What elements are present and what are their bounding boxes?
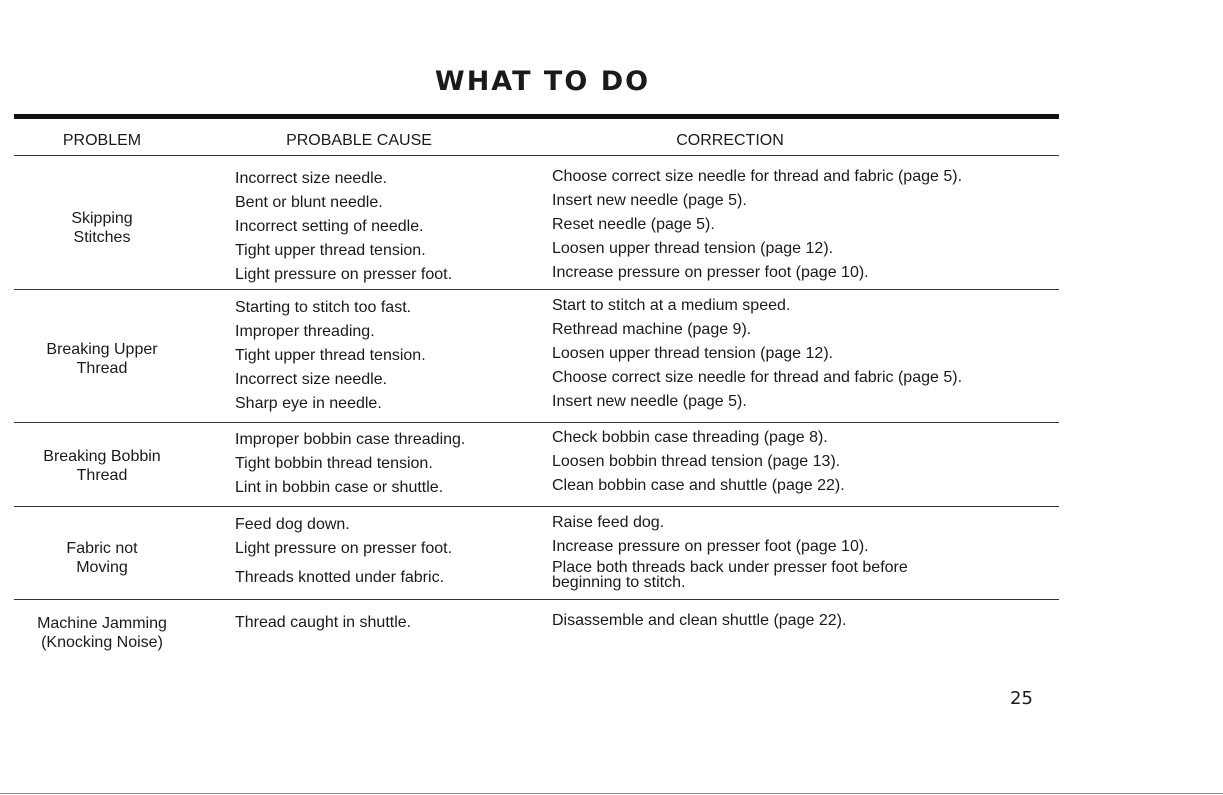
correction-item: Loosen bobbin thread tension (page 13). [552,453,841,470]
row-divider [14,599,1059,600]
cause-item: Improper threading. [235,323,375,340]
problem-cell [14,539,190,577]
correction-item: Choose correct size needle for thread and fabric (page 5). [552,369,963,386]
correction-item: Check bobbin case threading (page 8). [552,429,828,446]
correction-item: Clean bobbin case and shuttle (page 22). [552,477,845,494]
cause-item: Tight upper thread tension. [235,347,426,364]
cause-item: Starting to stitch too fast. [235,299,412,316]
problem-line: (Knocking Noise) [41,634,163,651]
correction-item: Increase pressure on presser foot (page 10). [552,538,869,555]
cause-item: Improper bobbin case threading. [235,431,466,448]
cause-item: Incorrect setting of needle. [235,218,424,235]
problem-line: Thread [76,467,128,484]
cause-item: Sharp eye in needle. [235,395,382,412]
page-number: 25 [1010,688,1033,709]
column-header-problem: PROBLEM [62,132,142,149]
correction-item: Loosen upper thread tension (page 12). [552,240,834,257]
problem-line: Fabric not [66,540,138,557]
cause-item: Light pressure on presser foot. [235,540,453,557]
header-divider [14,155,1059,156]
correction-item: Rethread machine (page 9). [552,321,752,338]
row-divider [14,506,1059,507]
problem-line: Breaking Bobbin [43,448,161,465]
problem-cell [14,209,190,247]
problem-cell [14,614,190,652]
page-title: WHAT TO DO [434,66,651,97]
correction-item: Disassemble and clean shuttle (page 22). [552,612,847,629]
cause-item: Bent or blunt needle. [235,194,383,211]
problem-line: Machine Jamming [37,615,167,632]
problem-line: Skipping [71,210,133,227]
cause-item: Threads knotted under fabric. [235,569,445,586]
problem-line: Breaking Upper [46,341,158,358]
column-header-cause: PROBABLE CAUSE [286,132,432,149]
header-rule-thick [14,114,1059,119]
problem-cell [14,447,190,485]
cause-item: Thread caught in shuttle. [235,614,412,631]
correction-item: Loosen upper thread tension (page 12). [552,345,834,362]
row-divider [14,289,1059,290]
problem-line: Stitches [73,229,131,246]
page-bottom-rule [0,793,1223,794]
problem-line: Moving [76,559,128,576]
correction-item: Place both threads back under presser foot before beginning to stitch. [552,559,908,591]
correction-item: Reset needle (page 5). [552,216,715,233]
cause-item: Light pressure on presser foot. [235,266,453,283]
cause-item: Incorrect size needle. [235,170,388,187]
cause-item: Lint in bobbin case or shuttle. [235,479,444,496]
cause-item: Tight bobbin thread tension. [235,455,433,472]
row-divider [14,422,1059,423]
problem-cell [14,340,190,378]
cause-item: Feed dog down. [235,516,350,533]
column-header-correction: CORRECTION [676,132,784,149]
correction-item: Insert new needle (page 5). [552,393,747,410]
correction-item: Start to stitch at a medium speed. [552,297,791,314]
cause-item: Tight upper thread tension. [235,242,426,259]
correction-item: Raise feed dog. [552,514,665,531]
cause-item: Incorrect size needle. [235,371,388,388]
correction-item: Choose correct size needle for thread and fabric (page 5). [552,168,963,185]
correction-item: Insert new needle (page 5). [552,192,747,209]
problem-line: Thread [76,360,128,377]
correction-item: Increase pressure on presser foot (page 10). [552,264,869,281]
